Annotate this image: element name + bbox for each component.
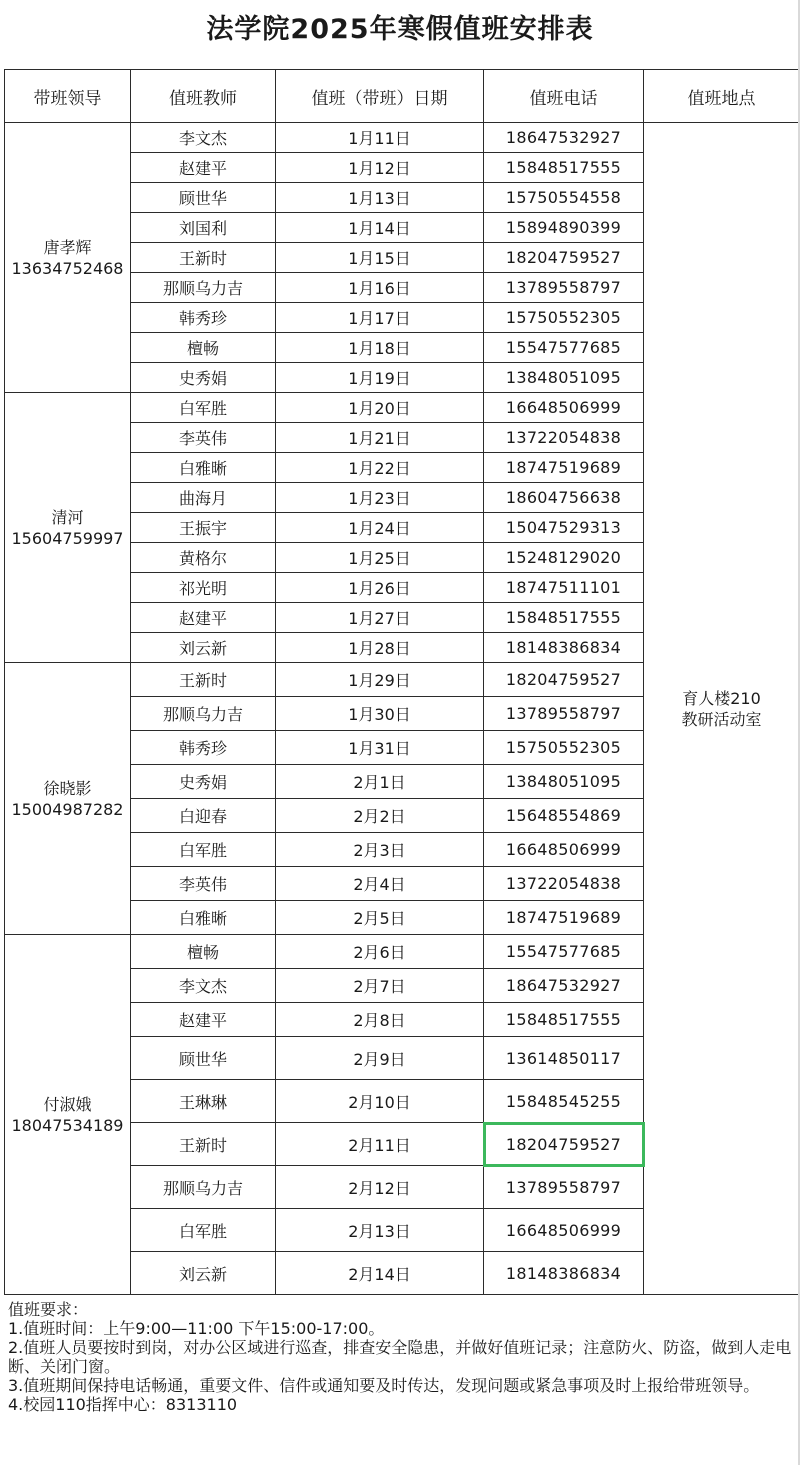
date-cell[interactable]: 2月8日: [276, 1003, 484, 1037]
phone-cell[interactable]: 13789558797: [484, 1166, 644, 1209]
teacher-cell[interactable]: 祁光明: [131, 573, 276, 603]
phone-cell[interactable]: 13848051095: [484, 363, 644, 393]
leader-cell[interactable]: [5, 935, 131, 1295]
phone-cell[interactable]: 18747511101: [484, 573, 644, 603]
date-cell[interactable]: 2月2日: [276, 799, 484, 833]
phone-cell[interactable]: 15848517555: [484, 603, 644, 633]
leader-phone: 18047534189: [11, 1115, 124, 1135]
location-line: 育人楼210: [682, 688, 761, 708]
duty-requirements: [8, 1300, 798, 1414]
teacher-cell[interactable]: 顾世华: [131, 1037, 276, 1080]
header-teacher[interactable]: 值班教师: [131, 70, 276, 123]
teacher-cell[interactable]: 刘云新: [131, 633, 276, 663]
teacher-cell[interactable]: 赵建平: [131, 603, 276, 633]
teacher-cell[interactable]: 李文杰: [131, 969, 276, 1003]
phone-cell[interactable]: 18647532927: [484, 969, 644, 1003]
phone-cell[interactable]: 18148386834: [484, 633, 644, 663]
date-cell[interactable]: 1月15日: [276, 243, 484, 273]
table-row: [5, 123, 800, 153]
date-cell[interactable]: 2月9日: [276, 1037, 484, 1080]
teacher-cell[interactable]: 王振宇: [131, 513, 276, 543]
date-cell[interactable]: 1月20日: [276, 393, 484, 423]
phone-cell[interactable]: 18204759527: [484, 1123, 644, 1166]
phone-cell[interactable]: 13789558797: [484, 273, 644, 303]
date-cell[interactable]: 2月12日: [276, 1166, 484, 1209]
phone-cell[interactable]: 16648506999: [484, 833, 644, 867]
date-cell[interactable]: 1月16日: [276, 273, 484, 303]
phone-cell[interactable]: 18747519689: [484, 453, 644, 483]
date-cell[interactable]: 1月18日: [276, 333, 484, 363]
location-cell[interactable]: [644, 123, 800, 1295]
leader-name: 清河: [51, 507, 84, 527]
teacher-cell[interactable]: 韩秀珍: [131, 303, 276, 333]
teacher-cell[interactable]: 那顺乌力吉: [131, 1166, 276, 1209]
date-cell[interactable]: 1月27日: [276, 603, 484, 633]
teacher-cell[interactable]: 王琳琳: [131, 1080, 276, 1123]
header-date[interactable]: 值班（带班）日期: [276, 70, 484, 123]
teacher-cell[interactable]: 史秀娟: [131, 765, 276, 799]
leader-phone: 15604759997: [11, 528, 124, 548]
date-cell[interactable]: 2月11日: [276, 1123, 484, 1166]
phone-cell[interactable]: 15248129020: [484, 543, 644, 573]
date-cell[interactable]: 1月25日: [276, 543, 484, 573]
leader-cell[interactable]: [5, 663, 131, 935]
duty-schedule-table: [4, 69, 800, 1295]
leader-name: 付淑娥: [43, 1094, 92, 1114]
phone-cell[interactable]: 13722054838: [484, 867, 644, 901]
date-cell[interactable]: 1月31日: [276, 731, 484, 765]
phone-cell[interactable]: 13789558797: [484, 697, 644, 731]
phone-cell[interactable]: 13614850117: [484, 1037, 644, 1080]
date-cell[interactable]: 1月19日: [276, 363, 484, 393]
date-cell[interactable]: 1月17日: [276, 303, 484, 333]
phone-cell[interactable]: 15750554558: [484, 183, 644, 213]
teacher-cell[interactable]: 王新时: [131, 663, 276, 697]
leader-name: 徐晓影: [43, 778, 92, 798]
teacher-cell[interactable]: 韩秀珍: [131, 731, 276, 765]
date-cell[interactable]: 2月7日: [276, 969, 484, 1003]
teacher-cell[interactable]: 那顺乌力吉: [131, 697, 276, 731]
phone-cell[interactable]: 15848517555: [484, 1003, 644, 1037]
teacher-cell[interactable]: 白雅晰: [131, 453, 276, 483]
date-cell[interactable]: 1月14日: [276, 213, 484, 243]
teacher-cell[interactable]: 李英伟: [131, 867, 276, 901]
date-cell[interactable]: 1月11日: [276, 123, 484, 153]
date-cell[interactable]: 1月21日: [276, 423, 484, 453]
phone-cell[interactable]: 16648506999: [484, 393, 644, 423]
teacher-cell[interactable]: 檀畅: [131, 333, 276, 363]
date-cell[interactable]: 2月10日: [276, 1080, 484, 1123]
notes-heading: 值班要求：: [8, 1300, 89, 1319]
date-cell[interactable]: 1月12日: [276, 153, 484, 183]
teacher-cell[interactable]: 曲海月: [131, 483, 276, 513]
date-cell[interactable]: 1月29日: [276, 663, 484, 697]
phone-cell[interactable]: 15894890399: [484, 213, 644, 243]
phone-cell[interactable]: 15848517555: [484, 153, 644, 183]
leader-cell[interactable]: [5, 393, 131, 663]
leader-cell[interactable]: [5, 123, 131, 393]
page-title: 法学院2025年寒假值班安排表: [206, 14, 594, 45]
phone-cell[interactable]: 18604756638: [484, 483, 644, 513]
teacher-cell[interactable]: 檀畅: [131, 935, 276, 969]
teacher-cell[interactable]: 黄格尔: [131, 543, 276, 573]
date-cell[interactable]: 2月14日: [276, 1252, 484, 1295]
teacher-cell[interactable]: 刘国利: [131, 213, 276, 243]
header-location[interactable]: 值班地点: [644, 70, 800, 123]
table-body: [5, 123, 800, 1295]
leader-phone: 13634752468: [11, 258, 124, 278]
date-cell[interactable]: 2月1日: [276, 765, 484, 799]
teacher-cell[interactable]: 白军胜: [131, 1209, 276, 1252]
phone-cell[interactable]: 15547577685: [484, 333, 644, 363]
teacher-cell[interactable]: 赵建平: [131, 153, 276, 183]
header-leader[interactable]: 带班领导: [5, 70, 131, 123]
teacher-cell[interactable]: 那顺乌力吉: [131, 273, 276, 303]
date-cell[interactable]: 2月4日: [276, 867, 484, 901]
date-cell[interactable]: 1月22日: [276, 453, 484, 483]
teacher-cell[interactable]: 白军胜: [131, 393, 276, 423]
phone-cell[interactable]: 15047529313: [484, 513, 644, 543]
date-cell[interactable]: 2月13日: [276, 1209, 484, 1252]
teacher-cell[interactable]: 白雅晰: [131, 901, 276, 935]
note-item: 3.值班期间保持电话畅通，重要文件、信件或通知要及时传达，发现问题或紧急事项及时上报给带班领导。: [8, 1376, 760, 1395]
date-cell[interactable]: 1月30日: [276, 697, 484, 731]
phone-cell[interactable]: 18204759527: [484, 243, 644, 273]
header-phone[interactable]: 值班电话: [484, 70, 644, 123]
phone-cell[interactable]: 18747519689: [484, 901, 644, 935]
date-cell[interactable]: 1月28日: [276, 633, 484, 663]
teacher-cell[interactable]: 刘云新: [131, 1252, 276, 1295]
teacher-cell[interactable]: 李文杰: [131, 123, 276, 153]
note-item: 1.值班时间：上午9:00—11:00 下午15:00-17:00。: [8, 1319, 385, 1338]
phone-cell[interactable]: 15750552305: [484, 303, 644, 333]
date-cell[interactable]: 2月5日: [276, 901, 484, 935]
teacher-cell[interactable]: 白迎春: [131, 799, 276, 833]
teacher-cell[interactable]: 王新时: [131, 243, 276, 273]
teacher-cell[interactable]: 史秀娟: [131, 363, 276, 393]
phone-cell[interactable]: 15547577685: [484, 935, 644, 969]
date-cell[interactable]: 1月13日: [276, 183, 484, 213]
phone-cell[interactable]: 13848051095: [484, 765, 644, 799]
note-item: 2.值班人员要按时到岗，对办公区域进行巡查，排查安全隐患，并做好值班记录；注意防火、防盗，做到人走电断、关闭门窗。: [8, 1338, 792, 1376]
location-line: 教研活动室: [681, 709, 762, 729]
phone-cell[interactable]: 13722054838: [484, 423, 644, 453]
date-cell[interactable]: 1月24日: [276, 513, 484, 543]
table-header-row: [5, 70, 800, 123]
leader-name: 唐孝辉: [43, 237, 92, 257]
teacher-cell[interactable]: 赵建平: [131, 1003, 276, 1037]
phone-cell[interactable]: 15750552305: [484, 731, 644, 765]
leader-phone: 15004987282: [11, 799, 124, 819]
phone-cell[interactable]: 18647532927: [484, 123, 644, 153]
note-item: 4.校园110指挥中心：8313110: [8, 1395, 238, 1414]
date-cell[interactable]: 1月26日: [276, 573, 484, 603]
teacher-cell[interactable]: 白军胜: [131, 833, 276, 867]
teacher-cell[interactable]: 顾世华: [131, 183, 276, 213]
phone-cell[interactable]: 16648506999: [484, 1209, 644, 1252]
teacher-cell[interactable]: 李英伟: [131, 423, 276, 453]
phone-cell[interactable]: 15848545255: [484, 1080, 644, 1123]
phone-cell[interactable]: 18204759527: [484, 663, 644, 697]
teacher-cell[interactable]: 王新时: [131, 1123, 276, 1166]
date-cell[interactable]: 2月3日: [276, 833, 484, 867]
phone-cell[interactable]: 15648554869: [484, 799, 644, 833]
date-cell[interactable]: 1月23日: [276, 483, 484, 513]
date-cell[interactable]: 2月6日: [276, 935, 484, 969]
phone-cell[interactable]: 18148386834: [484, 1252, 644, 1295]
